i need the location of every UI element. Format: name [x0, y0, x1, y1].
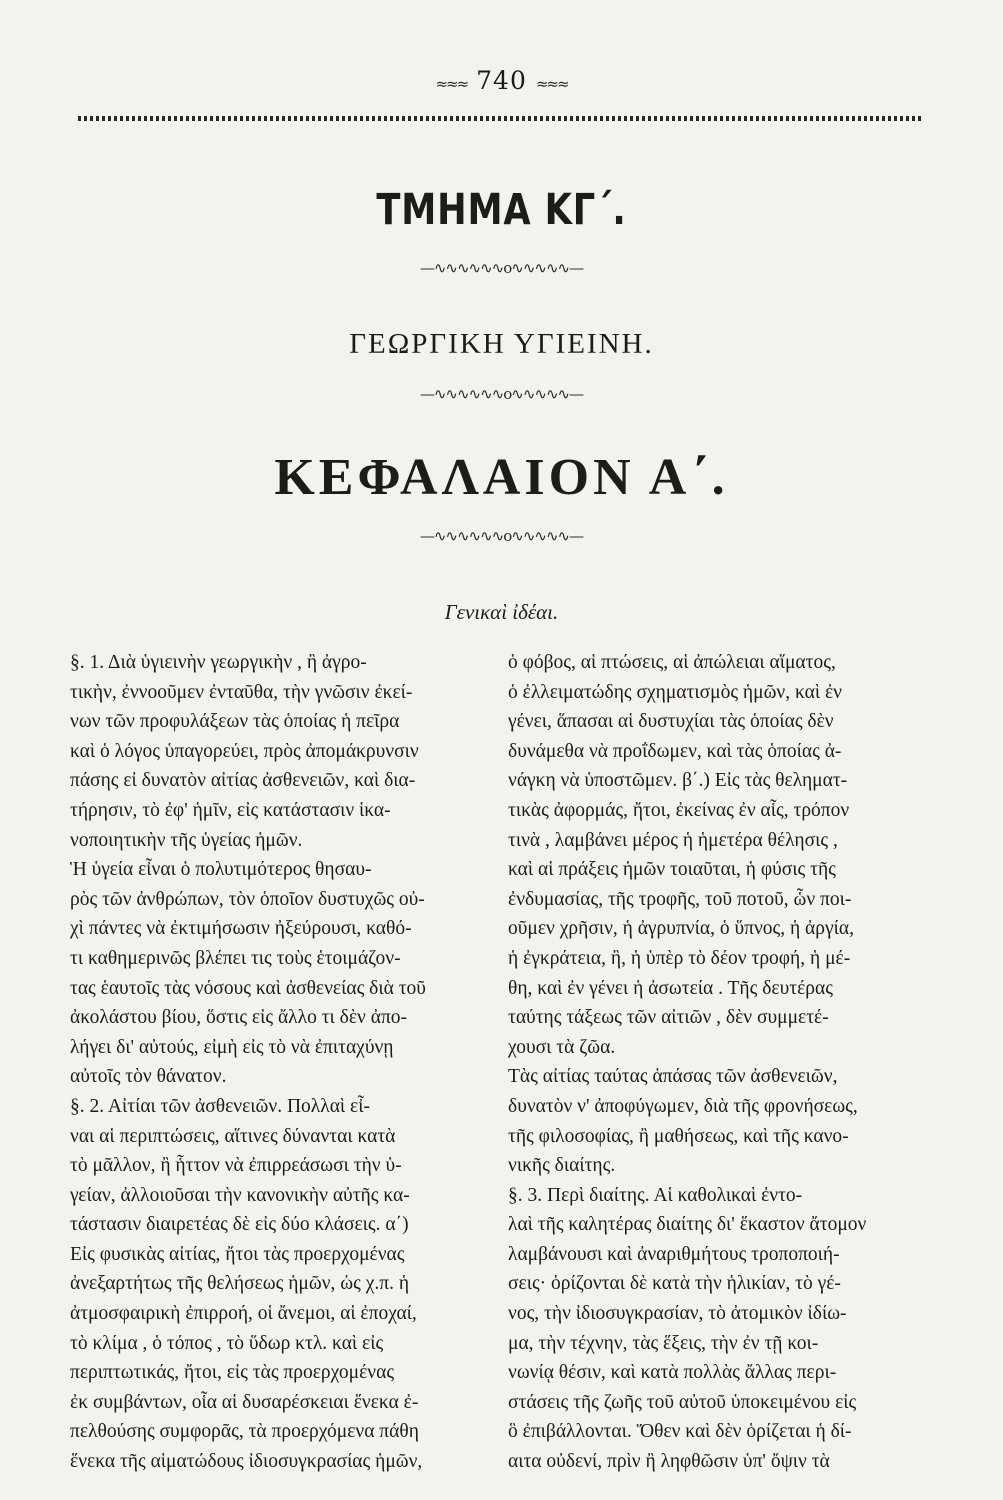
text-line: Τὰς αἰτίας ταύτας ἁπάσας τῶν ἀσθενειῶν,	[508, 1066, 838, 1088]
text-line: §. 1. Διὰ ὑγιεινὴν γεωργικὴν , ἢ ἀγρο-	[70, 652, 367, 673]
text-line: τὸ κλίμα , ὁ τόπος , τὸ ὕδωρ κτλ. καὶ εἰς	[70, 1332, 384, 1354]
chapter-title: ΚΕΦΑΛΑΙΟΝ Α΄.	[274, 449, 729, 506]
text-line: τικὰς ἀφορμάς, ἤτοι, ἐκείνας ἐν αἷς, τρόπον	[508, 799, 850, 821]
text-line: καὶ ὁ λόγος ὑπαγορεύει, πρὸς ἀπομάκρυνσιν	[70, 740, 419, 762]
text-line: ταύτης τάξεως τῶν αἰτιῶν , δὲν συμμετέ-	[508, 1007, 829, 1029]
text-line: θη, καὶ ἐν γένει ἡ ἀσωτεία . Τῆς δευτέρας	[508, 977, 833, 999]
text-line: §. 2. Αἰτίαι τῶν ἀσθενειῶν. Πολλαὶ εἶ-	[70, 1095, 370, 1117]
text-line: νος, τὴν ἰδιοσυγκρασίαν, τὸ ἀτομικὸν ἰδίω-	[508, 1303, 847, 1325]
text-line: ἐκ συμβάντων, οἷα αἱ δυσαρέσκειαι ἕνεκα ἐ-	[70, 1391, 419, 1413]
ornament-left-icon: ≈≈≈	[435, 75, 468, 93]
text-line: λαμβάνουσι καὶ ἀναριθμήτους τροποποιή-	[508, 1243, 840, 1265]
text-line: χὶ πάντες νὰ ἐκτιμήσωσιν ἠξεύρουσι, καθό-	[70, 918, 412, 940]
text-line: ἡ ἐγκράτεια, ἢ, ἡ ὑπὲρ τὸ δέον τροφή, ἡ μέ-	[508, 947, 851, 969]
section-title: ΤΜΗΜΑ ΚΓ΄.	[376, 185, 627, 235]
text-line: ὁ φόβος, αἱ πτώσεις, αἱ ἀπώλειαι αἵματος,	[508, 652, 836, 673]
text-line: τὸ μᾶλλον, ἢ ἧττον νὰ ἐπιρρεάσωσι τὴν ὑ-	[70, 1155, 402, 1177]
text-line: ἐνδυμασίας, τῆς τροφῆς, τοῦ ποτοῦ, ὧν ποι-	[508, 888, 852, 910]
text-line: §. 3. Περὶ διαίτης. Αἱ καθολικαὶ ἐντο-	[508, 1184, 803, 1206]
text-line: σεις· ὁρίζονται δὲ κατὰ τὴν ἡλικίαν, τὸ γέ-	[508, 1273, 841, 1295]
text-line: γένει, ἅπασαι αἱ δυστυχίαι τὰς ὁποίας δὲν	[508, 711, 834, 733]
text-line: ὁ ἐλλειματώδης σχηματισμὸς ἡμῶν, καὶ ἐν	[508, 681, 842, 703]
text-line: οῦμεν χρῆσιν, ἡ ἀγρυπνία, ὁ ὕπνος, ἡ ἀργία,	[508, 918, 854, 940]
text-line: ἀτμοσφαιρικὴ ἐπιρροή, οἱ ἄνεμοι, αἱ ἐποχαί,	[70, 1303, 417, 1325]
text-line: ἕνεκα τῆς αἱματώδους ἰδιοσυγκρασίας ἡμῶν,	[70, 1451, 423, 1473]
text-line: πάσης εἰ δυνατὸν αἰτίας ἀσθενειῶν, καὶ δια-	[70, 770, 416, 792]
text-line: πελθούσης συμφορᾶς, τὰ προερχόμενα πάθη	[70, 1421, 419, 1443]
page-number-header	[0, 66, 1003, 95]
text-line: τινὰ , λαμβάνει μέρος ἡ ἡμετέρα θέλησις ,	[508, 829, 838, 851]
divider-ornament: —∿∿∿∿∿∿o∿∿∿∿∿—	[419, 385, 584, 403]
subtitle: ΓΕΩΡΓΙΚΗ ΥΓΙΕΙΝΗ.	[349, 328, 654, 360]
divider-ornament: —∿∿∿∿∿∿o∿∿∿∿∿—	[419, 527, 584, 545]
text-line: λαὶ τῆς καλητέρας διαίτης δι' ἕκαστον ἄτομον	[508, 1214, 867, 1236]
text-line: καὶ αἱ πράξεις ἡμῶν τοιαῦται, ἡ φύσις τῆς	[508, 859, 836, 881]
text-line: τας ἑαυτοῖς τὰς νόσους καὶ ἀσθενείας διὰ τοῦ	[70, 977, 426, 999]
text-line: χουσι τὰ ζῶα.	[508, 1036, 616, 1058]
text-line: τικὴν, ἐννοοῦμεν ἐνταῦθα, τὴν γνῶσιν ἐκεί-	[70, 681, 413, 703]
text-line: νάγκη νὰ ὑποστῶμεν. β΄.) Εἰς τὰς θεληματ-	[508, 770, 848, 792]
text-line: περιπτωτικάς, ἤτοι, εἰς τὰς προερχομένας	[70, 1362, 395, 1384]
text-line: τάστασιν διαιρετέας δὲ εἰς δύο κλάσεις. α΄)	[70, 1214, 409, 1236]
text-line: αιτα οὐδενί, πρὶν ἢ ληφθῶσιν ὑπ' ὄψιν τὰ	[508, 1451, 830, 1473]
text-line: Ἡ ὑγεία εἶναι ὁ πολυτιμότερος θησαυ-	[70, 859, 372, 881]
text-line: ἀνεξαρτήτως τῆς θελήσεως ἡμῶν, ὡς χ.π. ἡ	[70, 1273, 410, 1295]
text-line: νικῆς διαίτης.	[508, 1155, 616, 1177]
text-line: Εἰς φυσικὰς αἰτίας, ἤτοι τὰς προερχομένας	[70, 1243, 405, 1265]
text-line: ρὸς τῶν ἀνθρώπων, τὸν ὁποῖον δυστυχῶς οὐ-	[70, 888, 425, 910]
ornament-right-icon: ≈≈≈	[535, 75, 568, 93]
right-text-column	[508, 648, 933, 1477]
text-line: στάσεις τῆς ζωῆς τοῦ αὐτοῦ ὑποκειμένου εἰς	[508, 1391, 857, 1413]
left-text-column	[70, 648, 490, 1477]
text-line: τήρησιν, τὸ ἐφ' ἡμῖν, εἰς κατάστασιν ἱκα-	[70, 799, 391, 821]
text-line: μα, τὴν τέχνην, τὰς ἕξεις, τὴν ἐν τῇ κοι-	[508, 1332, 819, 1354]
text-line: λήγει δι' αὐτούς, εἰμὴ εἰς τὸ νὰ ἐπιταχύνῃ	[70, 1036, 394, 1058]
dotted-rule	[78, 116, 923, 121]
text-line: δυνάμεθα νὰ προΐδωμεν, καὶ τὰς ὁποίας ἀ-	[508, 740, 842, 762]
text-line: γείαν, ἀλλοιοῦσαι τὴν κανονικὴν αὐτῆς κα-	[70, 1184, 410, 1206]
text-line: δυνατὸν ν' ἀποφύγωμεν, διὰ τῆς φρονήσεως,	[508, 1095, 858, 1117]
text-line: ἀκολάστου βίου, ὅστις εἰς ἄλλο τι δὲν ἀπο-	[70, 1007, 408, 1029]
text-line: νωνίᾳ θέσιν, καὶ κατὰ πολλὰς ἄλλας περι-	[508, 1362, 837, 1384]
page-number: 740	[476, 66, 527, 95]
text-line: νοποιητικὴν τῆς ὑγείας ἡμῶν.	[70, 829, 303, 851]
text-line: ὃ ἐπιβάλλονται. Ὅθεν καὶ δὲν ὁρίζεται ἡ δί-	[508, 1421, 852, 1443]
text-line: ναι αἱ περιπτώσεις, αἵτινες δύνανται κατὰ	[70, 1125, 396, 1147]
subheading: Γενικαὶ ἰδέαι.	[444, 600, 559, 624]
text-line: τι καθημερινῶς βλέπει τις τοὺς ἑτοιμάζον-	[70, 947, 401, 969]
text-line: αὐτοῖς τὸν θάνατον.	[70, 1066, 227, 1088]
text-line: τῆς φιλοσοφίας, ἢ μαθήσεως, καὶ τῆς κανο-	[508, 1125, 849, 1147]
text-line: νων τῶν προφυλάξεων τὰς ὁποίας ἡ πεῖρα	[70, 711, 400, 733]
divider-ornament: —∿∿∿∿∿∿o∿∿∿∿∿—	[419, 259, 584, 277]
